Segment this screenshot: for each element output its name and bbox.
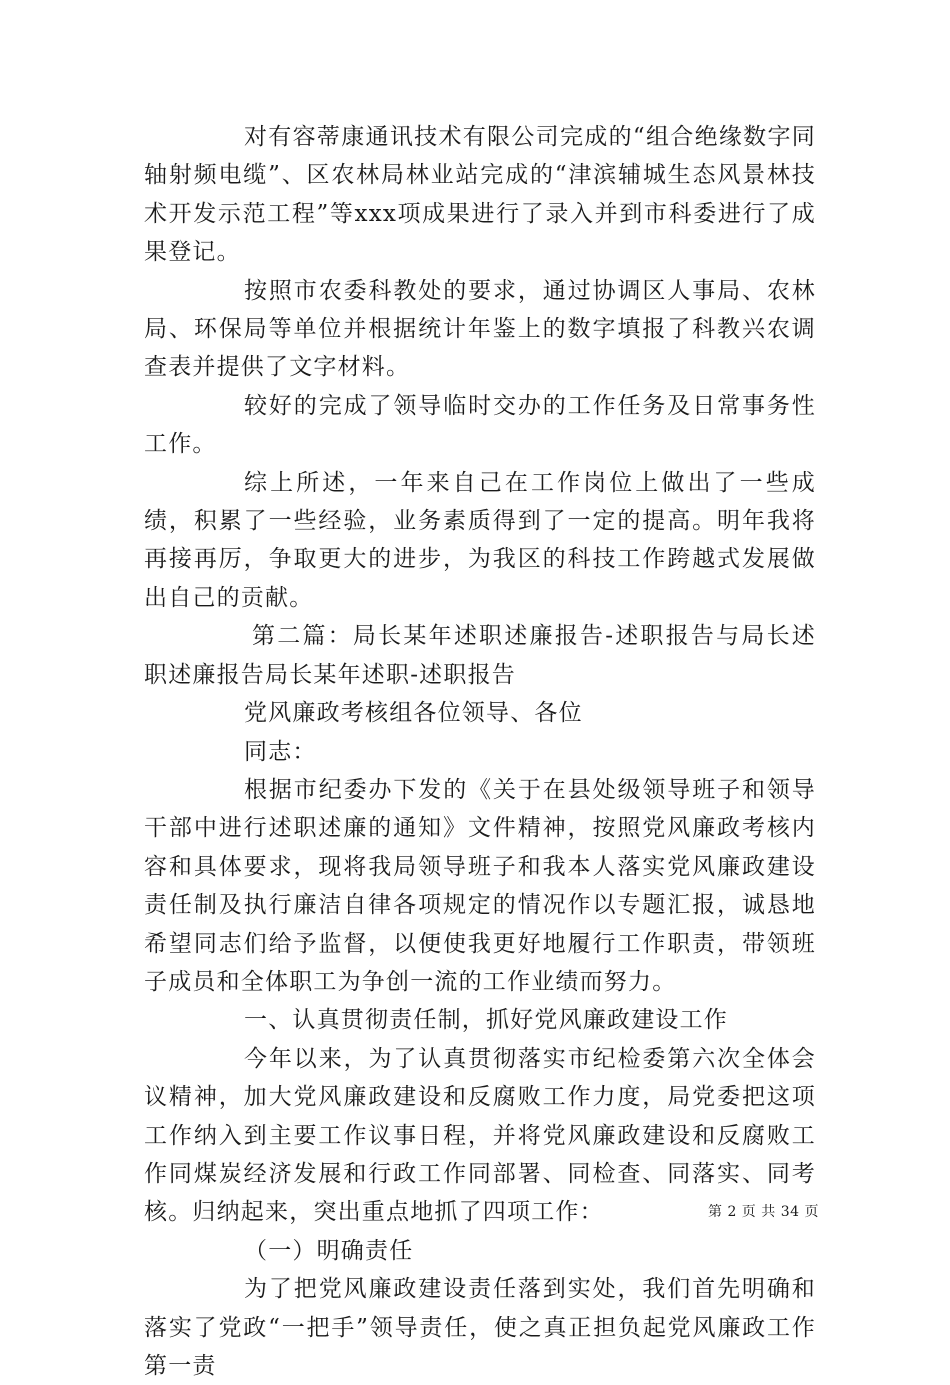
- heading-section-one: 一、认真贯彻责任制，抓好党风廉政建设工作: [244, 1007, 728, 1034]
- document-body: [144, 118, 816, 1385]
- paragraph-temporary-tasks: 较好的完成了领导临时交办的工作任务及日常事务性工作。: [144, 392, 816, 458]
- paragraph-summary: 综上所述，一年来自己在工作岗位上做出了一些成绩，积累了一些经验，业务素质得到了一定的提高。明年我将再接再厉，争取更大的进步，为我区的科技工作跨越式发展做出自己的贡献。: [144, 469, 816, 611]
- salutation-line: 党风廉政考核组各位领导、各位: [244, 700, 583, 727]
- paragraph-survey-report: 按照市农委科教处的要求，通过协调区人事局、农林局、环保局等单位并根据统计年鉴上的数字填报了科教兴农调查表并提供了文字材料。: [144, 277, 816, 381]
- paragraph-achievement-registration: 对有容蒂康通讯技术有限公司完成的“组合绝缘数字同轴射频电缆”、区农林局林业站完成的“津滨辅城生态风景林技术开发示范工程”等xxx项成果进行了录入并到市科委进行了成果登记。: [144, 124, 816, 266]
- salutation-comrades: 同志：: [244, 738, 317, 765]
- page-number-footer: 第 2 页 共 34 页: [708, 1204, 819, 1220]
- section-title-part-two: 第二篇：局长某年述职述廉报告-述职报告与局长述职述廉报告局长某年述职-述职报告: [144, 623, 816, 688]
- subheading-clarify-responsibility: （一）明确责任: [244, 1237, 414, 1264]
- paragraph-this-year: 今年以来，为了认真贯彻落实市纪检委第六次全体会议精神，加大党风廉政建设和反腐败工作力度，局党委把这项工作纳入到主要工作议事日程，并将党风廉政建设和反腐败工作同煤炭经济发展和行政工作同部署、同检查、同落实、同考核。归纳起来，突出重点地抓了四项工作：: [144, 1045, 816, 1226]
- paragraph-introduction: 根据市纪委办下发的《关于在县处级领导班子和领导干部中进行述职述廉的通知》文件精神，按照党风廉政考核内容和具体要求，现将我局领导班子和我本人落实党风廉政建设责任制及执行廉洁自律各项规定的情况作以专题汇报，诚恳地希望同志们给予监督，以便使我更好地履行工作职责，带领班子成员和全体职工为争创一流的工作业绩而努力。: [144, 776, 816, 995]
- paragraph-responsibility: 为了把党风廉政建设责任落到实处，我们首先明确和落实了党政“一把手”领导责任，使之真正担负起党风廉政工作第一责: [144, 1276, 816, 1379]
